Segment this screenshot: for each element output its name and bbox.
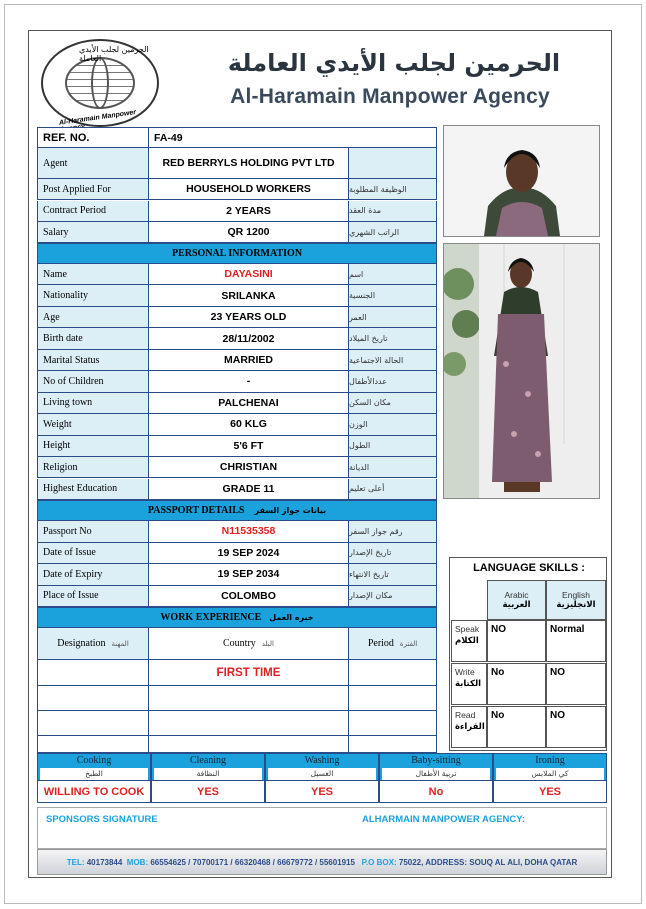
field-label: Religion [37, 457, 149, 477]
skill-0 [37, 753, 151, 803]
field-value: GRADE 11 [149, 479, 349, 499]
skill-name: Cooking [76, 755, 112, 766]
personal-row [37, 328, 437, 349]
passport-row [37, 586, 437, 608]
skill-value: YES [265, 781, 379, 803]
passport-photo [443, 125, 600, 237]
personal-row [37, 307, 437, 328]
skill-3 [379, 753, 493, 803]
lang-head-arabic: Arabic العربية [487, 580, 546, 620]
lang-arabic-value: No [487, 706, 546, 748]
field-value: MARRIED [149, 350, 349, 370]
field-value: 60 KLG [149, 414, 349, 434]
personal-row [37, 479, 437, 500]
skill-name-ar: كي الملابس [496, 768, 604, 780]
skill-name: Cleaning [189, 755, 227, 766]
field-label: Age [37, 307, 149, 327]
skill-name-ar: الطبخ [40, 768, 148, 780]
job-row: Contract Period 2 YEARS مدة العقد [37, 201, 437, 222]
field-label-ar: عددالأطفال [349, 371, 437, 391]
job-row: Post Applied For HOUSEHOLD WORKERS الوظيفة المطلوبة [37, 179, 437, 200]
field-value: N11535358 [149, 521, 349, 542]
field-value: 5'6 FT [149, 436, 349, 456]
lang-skill-label: Read القراءة [451, 706, 487, 748]
personal-row [37, 436, 437, 457]
field-label: No of Children [37, 371, 149, 391]
agency-logo [41, 39, 159, 127]
skill-name: Washing [304, 755, 340, 766]
agency-signature-label: ALHARMAIN MANPOWER AGENCY: [362, 814, 526, 825]
col-designation: Designation [57, 638, 106, 649]
skill-name-ar: الغسيل [268, 768, 376, 780]
field-label-ar: الجنسية [349, 285, 437, 305]
field-label: Date of Expiry [37, 564, 149, 585]
field-label-ar: تاريخ الميلاد [349, 328, 437, 348]
field-label: Nationality [37, 285, 149, 305]
personal-row [37, 457, 437, 478]
field-value: DAYASINI [149, 264, 349, 284]
work-header-row: Designation المهنة Country البلد Period الفترة [37, 628, 437, 660]
passport-row [37, 564, 437, 586]
agency-title-ar: الحرمين لجلب الأيدي العاملة [227, 49, 561, 77]
col-country: Country [223, 638, 256, 649]
field-value: 19 SEP 2034 [149, 564, 349, 585]
field-label: Weight [37, 414, 149, 434]
lang-arabic-value: NO [487, 620, 546, 662]
field-value: 28/11/2002 [149, 328, 349, 348]
passport-row [37, 543, 437, 565]
ref-label: REF. NO. [37, 128, 149, 147]
field-label-ar: تاريخ الإصدار [349, 543, 437, 564]
ref-value: FA-49 [149, 128, 437, 147]
work-section-title: WORK EXPERIENCE خبره العمل [37, 607, 437, 628]
field-label-ar: اسم [349, 264, 437, 284]
field-label-ar: الوزن [349, 414, 437, 434]
agency-title-en: Al-Haramain Manpower Agency [230, 85, 550, 108]
skill-name: Ironing [535, 755, 565, 766]
field-value: PALCHENAI [149, 393, 349, 413]
lang-skill-label: Write الكتابة [451, 663, 487, 705]
ref-row [37, 127, 437, 148]
skill-4 [493, 753, 607, 803]
field-label-ar: مكان السكن [349, 393, 437, 413]
work-row [37, 686, 437, 711]
field-label: Passport No [37, 521, 149, 542]
field-label: Living town [37, 393, 149, 413]
skill-value: WILLING TO COOK [37, 781, 151, 803]
personal-row [37, 393, 437, 414]
logo-text-ar: الحرمين لجلب الأيدي العاملة [79, 45, 149, 63]
lang-english-value: NO [546, 706, 606, 748]
skill-2 [265, 753, 379, 803]
full-body-photo [443, 243, 600, 499]
field-label-ar: رقم جواز السفر [349, 521, 437, 542]
field-label: Name [37, 264, 149, 284]
personal-row [37, 371, 437, 392]
field-label: Place of Issue [37, 586, 149, 607]
field-label: Marital Status [37, 350, 149, 370]
work-row [37, 711, 437, 736]
field-value: 23 YEARS OLD [149, 307, 349, 327]
job-row: Agent RED BERRYLS HOLDING PVT LTD [37, 148, 437, 179]
field-label: Height [37, 436, 149, 456]
lang-arabic-value: No [487, 663, 546, 705]
field-label-ar: الديانة [349, 457, 437, 477]
personal-row [37, 350, 437, 371]
field-label-ar: تاريخ الانتهاء [349, 564, 437, 585]
field-label: Highest Education [37, 479, 149, 499]
passport-section-title: PASSPORT DETAILS بيانات جواز السفر [37, 500, 437, 521]
skill-value: YES [493, 781, 607, 803]
passport-row [37, 521, 437, 543]
personal-row [37, 414, 437, 435]
personal-row [37, 264, 437, 285]
field-label-ar: أعلى تعليم [349, 479, 437, 499]
skill-1 [151, 753, 265, 803]
skill-value: YES [151, 781, 265, 803]
skill-name-ar: النظافة [154, 768, 262, 780]
field-label-ar: الطول [349, 436, 437, 456]
skill-name: Baby-sitting [411, 755, 461, 766]
lang-head-english: English الانجليزية [546, 580, 606, 620]
logo-text-en: Al-Haramain Manpower [58, 109, 137, 127]
skill-value: No [379, 781, 493, 803]
col-period: Period [367, 638, 394, 649]
footer-contact: TEL: 40173844 MOB: 66554625 / 70700171 / 66320468 / 66679772 / 55601915 P.O BOX: 75022, ADDRESS: SOUQ AL ALI, DOHA QATAR [37, 849, 607, 875]
work-row [37, 660, 437, 686]
cv-page [28, 30, 612, 878]
field-value: 19 SEP 2024 [149, 543, 349, 564]
language-title: LANGUAGE SKILLS : [473, 562, 585, 574]
field-label: Birth date [37, 328, 149, 348]
work-first-time: FIRST TIME [149, 660, 349, 685]
lang-english-value: NO [546, 663, 606, 705]
field-value: SRILANKA [149, 285, 349, 305]
skill-name-ar: تربية الأطفال [382, 768, 490, 780]
language-skills-box [449, 557, 607, 751]
field-value: CHRISTIAN [149, 457, 349, 477]
field-label: Date of Issue [37, 543, 149, 564]
field-label-ar: العمر [349, 307, 437, 327]
signature-area [37, 807, 607, 849]
field-label-ar: الحالة الاجتماعية [349, 350, 437, 370]
work-row [37, 736, 437, 753]
lang-english-value: Normal [546, 620, 606, 662]
field-label-ar: مكان الإصدار [349, 586, 437, 607]
sponsor-signature-label: SPONSORS SIGNATURE [46, 814, 158, 825]
personal-row [37, 285, 437, 306]
skills-table [37, 753, 607, 803]
lang-skill-label: Speak الكلام [451, 620, 487, 662]
field-value: - [149, 371, 349, 391]
job-row: Salary QR 1200 الراتب الشهري [37, 222, 437, 243]
field-value: COLOMBO [149, 586, 349, 607]
personal-section-title: PERSONAL INFORMATION [37, 243, 437, 264]
